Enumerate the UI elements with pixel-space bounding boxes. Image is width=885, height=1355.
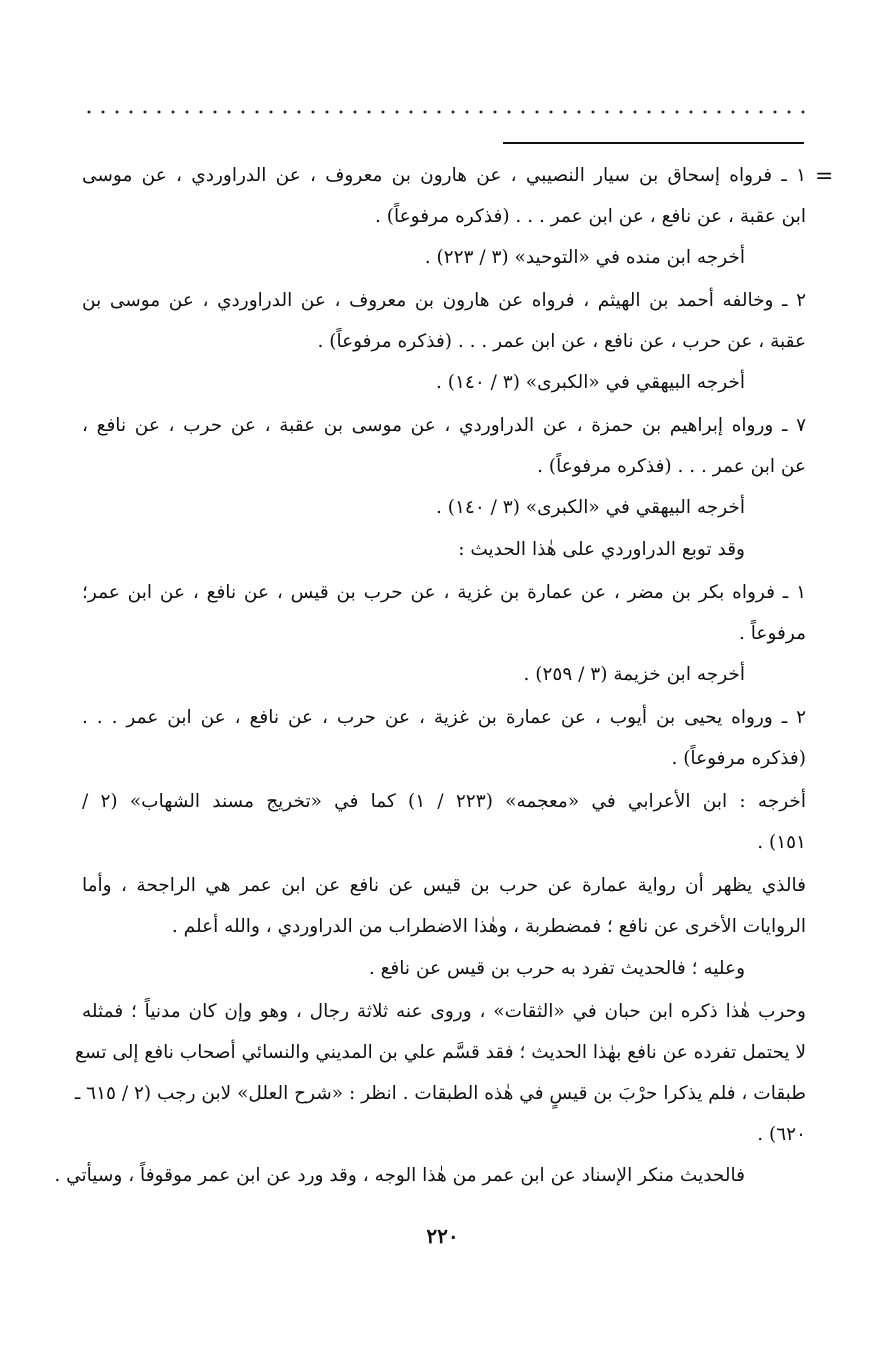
text-line: ١ ـ فرواه إسحاق بن سيار النصيبي ، عن هارون بن معروف ، عن الدراوردي ، عن موسى [82, 165, 806, 186]
text-line: فالذي يظهر أن رواية عمارة عن حرب بن قيس عن نافع عن ابن عمر هي الراجحة ، وأما [82, 875, 806, 896]
page-number: ٢٢٠ [426, 1224, 459, 1248]
text-line: (فذكره مرفوعاً) . [671, 748, 806, 769]
text-line: أخرجه البيهقي في «الكبرى» (٣ / ١٤٠) . [435, 497, 745, 518]
dotted-separator [82, 108, 812, 116]
text-line: ٢ ـ ورواه يحيى بن أيوب ، عن عمارة بن غزية ، عن حرب ، عن نافع ، عن ابن عمر . . . [82, 707, 806, 728]
text-line: أخرجه : ابن الأعرابي في «معجمه» (٢٢٣ / ١) كما في «تخريج مسند الشهاب» (٢ / [82, 791, 806, 812]
text-line: وحرب هٰذا ذكره ابن حبان في «الثقات» ، وروى عنه ثلاثة رجال ، وهو وإن كان مدنياً ؛ فمثله [82, 1001, 806, 1022]
text-line: عن ابن عمر . . . (فذكره مرفوعاً) . [537, 456, 806, 477]
text-line: أخرجه ابن خزيمة (٣ / ٢٥٩) . [523, 664, 745, 685]
text-line: ١ ـ فرواه بكر بن مضر ، عن عمارة بن غزية ، عن حرب بن قيس ، عن نافع ، عن ابن عمر؛ [82, 582, 806, 603]
text-line: مرفوعاً . [739, 623, 806, 644]
text-line: فالحديث منكر الإسناد عن ابن عمر من هٰذا الوجه ، وقد ورد عن ابن عمر موقوفاً ، وسيأتي . [54, 1165, 745, 1186]
text-line: عقبة ، عن حرب ، عن نافع ، عن ابن عمر . . . (فذكره مرفوعاً) . [317, 331, 806, 352]
text-line: ٧ ـ ورواه إبراهيم بن حمزة ، عن الدراوردي ، عن موسى بن عقبة ، عن حرب ، عن نافع ، [82, 415, 806, 436]
text-line: أخرجه ابن منده في «التوحيد» (٣ / ٢٢٣) . [424, 247, 745, 268]
text-line: ٦٢٠) . [757, 1124, 806, 1145]
text-line: طبقات ، فلم يذكرا حرْبَ بن قيسٍ في هٰذه الطبقات . انظر : «شرح العلل» لابن رجب (٢ / ٦١٥ ـ [74, 1083, 806, 1104]
text-line: أخرجه البيهقي في «الكبرى» (٣ / ١٤٠) . [435, 372, 745, 393]
continuation-mark: = [815, 164, 834, 189]
text-line: ١٥١) . [757, 832, 806, 853]
text-line: ٢ ـ وخالفه أحمد بن الهيثم ، فرواه عن هارون بن معروف ، عن الدراوردي ، عن موسى بن [82, 290, 806, 311]
text-line: وعليه ؛ فالحديث تفرد به حرب بن قيس عن نافع . [368, 958, 745, 979]
footnote-rule [503, 142, 804, 144]
text-line: وقد توبع الدراوردي على هٰذا الحديث : [458, 539, 745, 560]
text-line: لا يحتمل تفرده عن نافع بهٰذا الحديث ؛ فقد قسَّم علي بن المديني والنسائي أصحاب نافع إلى تسع [74, 1042, 806, 1063]
text-line: الروايات الأخرى عن نافع ؛ فمضطربة ، وهٰذا الاضطراب من الدراوردي ، والله أعلم . [171, 916, 806, 937]
text-line: ابن عقبة ، عن نافع ، عن ابن عمر . . . (فذكره مرفوعاً) . [375, 206, 806, 227]
